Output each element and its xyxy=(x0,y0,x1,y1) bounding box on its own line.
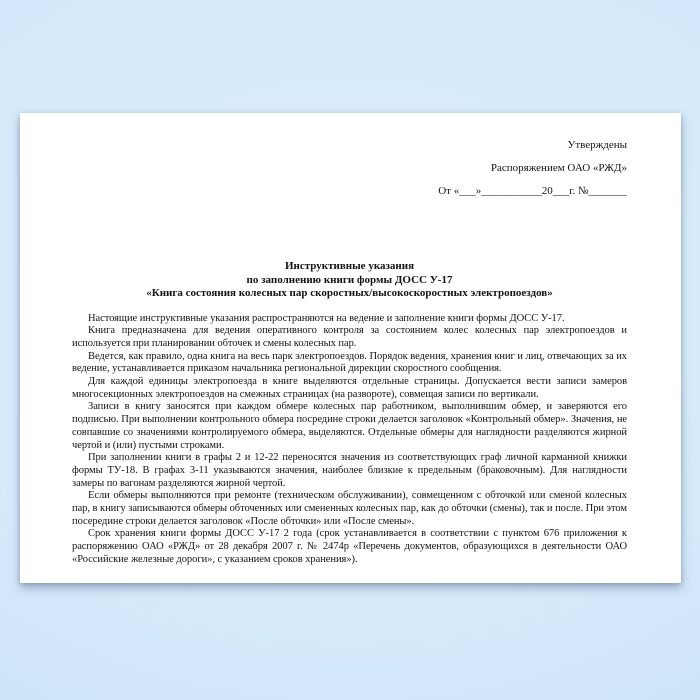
approval-line: Утверждены xyxy=(567,139,627,151)
document-paragraph: Ведется, как правило, одна книга на весь парк электропоездов. Порядок ведения, хранения книг и лиц, отвечающих за их ведение, устанавливается приказом начальника региональной дирекции скоростного сообщения. xyxy=(72,350,627,375)
document-title-line: по заполнению книги формы ДОСС У-17 xyxy=(246,273,453,286)
document-page xyxy=(20,113,681,583)
document-title xyxy=(72,260,627,301)
document-paragraph: Если обмеры выполняются при ремонте (техническом обслуживании), совмещенном с обточкой или сменой колесных пар, в книгу записываются обмеры обточенных или смененных колесных пар, как до обточки (смены), так и после. При этом посередине строки делается заголовок «После обточки» или «После смены». xyxy=(72,490,627,527)
document-body xyxy=(72,313,627,567)
document-title-line: «Книга состояния колесных пар скоростных/высокоскоростных электропоездов» xyxy=(146,287,553,299)
document-title-line: Инструктивные указания xyxy=(284,260,415,272)
document-paragraph: Для каждой единицы электропоезда в книге выделяются отдельные страницы. Допускается вести записи замеров многосекционных электропоездов на смежных страницах (на развороте), совмещая записи по вертикали. xyxy=(72,376,627,400)
document-paragraph: Записи в книгу заносятся при каждом обмере колесных пар работником, выполнившим обмер, и заверяются его подписью. При выполнении контрольного обмера посредине строки делается заголовок «Контрольный обмер». Значения, не совпавшие со значениями контролируемого обмера, выделяются. Отдельные обмеры для наглядности разделяются жирной чертой и (или) пустыми строками. xyxy=(72,401,627,451)
approval-line: От «___»___________20___г. №_______ xyxy=(438,185,627,197)
document-paragraph: При заполнении книги в графы 2 и 12-22 переносятся значения из соответствующих граф личной карманной книжки формы ТУ-18. В графах 3-11 указываются значения, наиболее близкие к предельным (браковочным). Для наглядности замеры по вагонам разделяются жирной чертой. xyxy=(72,452,627,489)
document-paragraph: Срок хранения книги формы ДОСС У-17 2 года (срок устанавливается в соответствии с пунктом 676 приложения к распоряжению ОАО «РЖД» от 28 декабря 2007 г. № 2474р «Перечень документов, образующихся в деятельности ОАО «Российские железные дороги», с указанием сроков хранения»). xyxy=(72,528,627,565)
approval-block xyxy=(72,139,627,198)
document-paragraph: Книга предназначена для ведения оперативного контроля за состоянием колес колесных пар электропоездов и используется при планировании обточек и смены колесных пар. xyxy=(72,325,627,349)
approval-line: Распоряжением ОАО «РЖД» xyxy=(490,162,627,174)
document-paragraph: Настоящие инструктивные указания распространяются на ведение и заполнение книги формы ДОСС У-17. xyxy=(88,312,565,324)
